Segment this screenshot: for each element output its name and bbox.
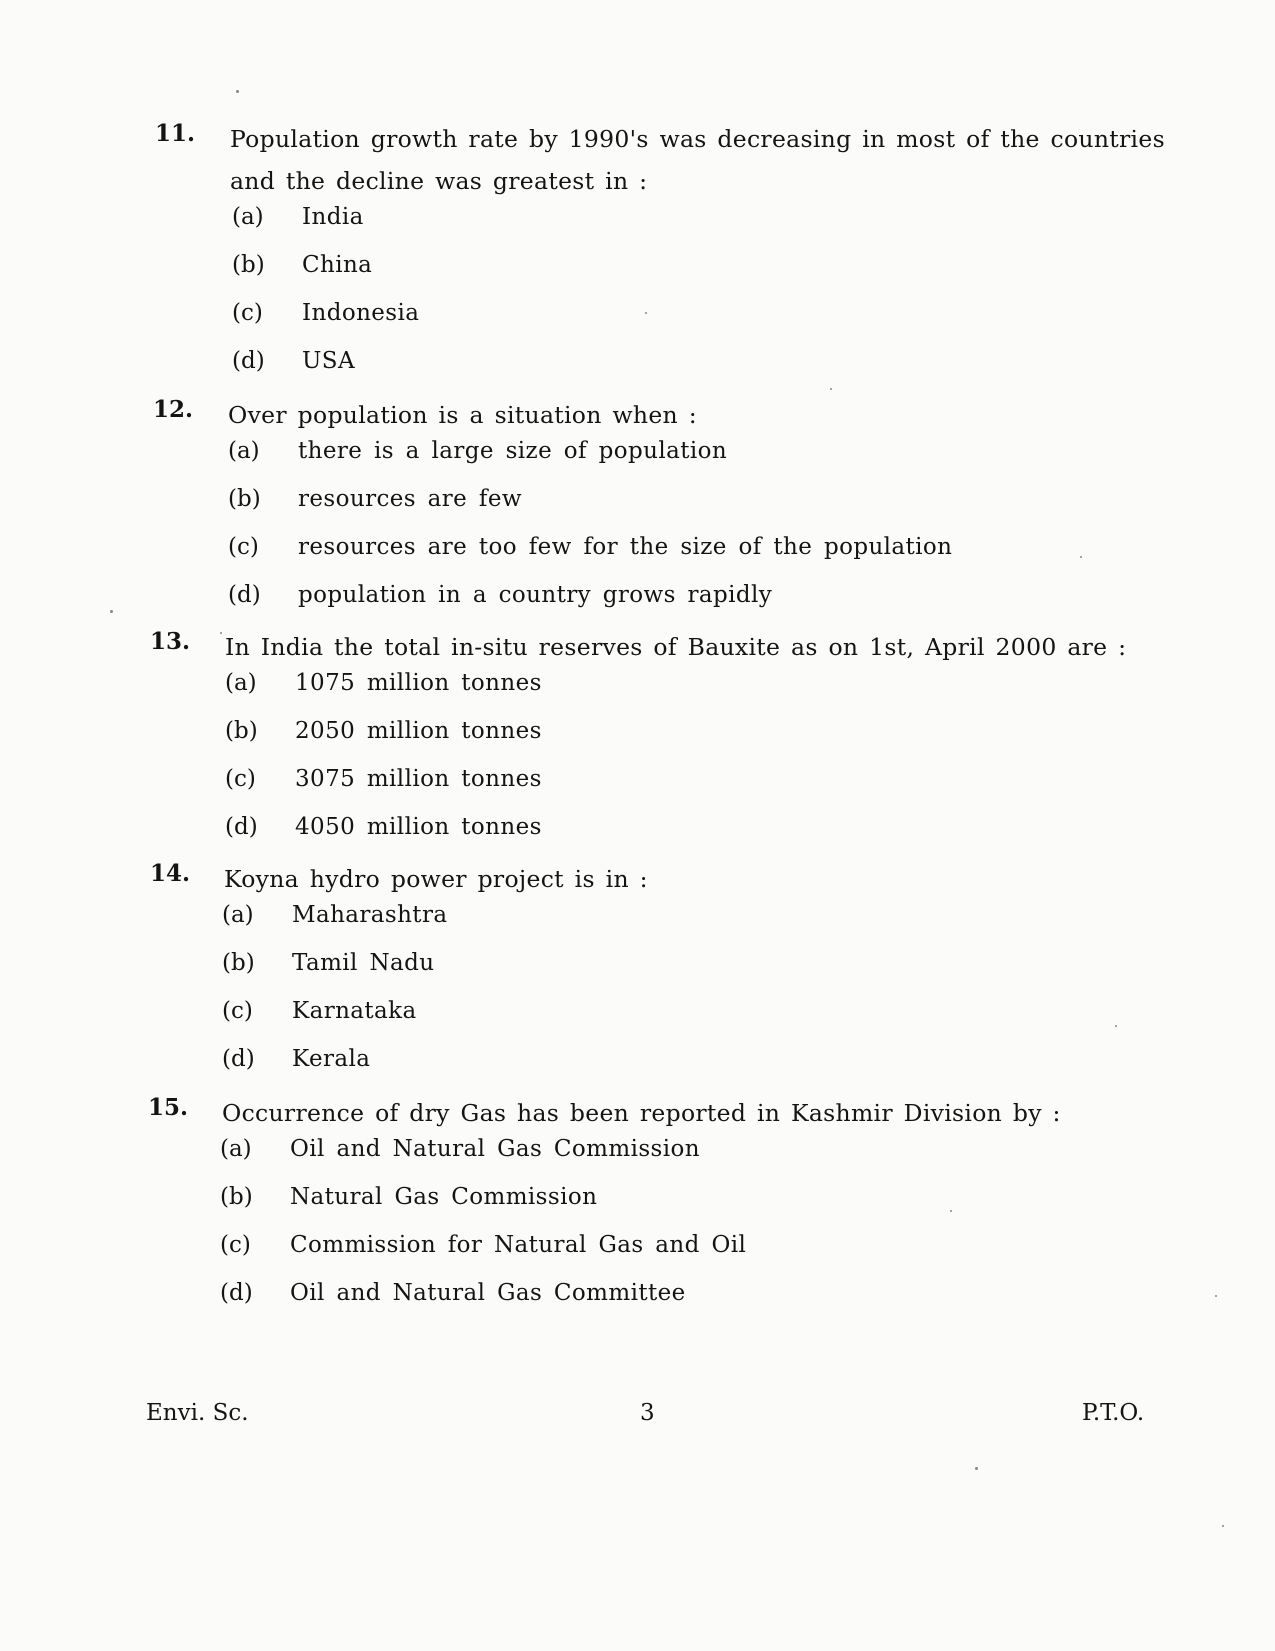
scan-speck [1215,1295,1217,1297]
option-label: (a) [225,670,257,696]
option-label: (c) [222,998,253,1024]
option-text: Commission for Natural Gas and Oil [290,1232,747,1258]
option-d[interactable] [232,348,1180,396]
footer-pto: P.T.O. [1082,1400,1145,1426]
option-c[interactable] [228,534,1180,582]
option-label: (b) [225,718,258,744]
option-label: (c) [220,1232,251,1258]
question-text: Occurrence of dry Gas has been reported in Kashmir Division by : [222,1099,1061,1127]
scan-speck [1080,556,1082,558]
option-text: resources are few [298,486,522,512]
option-text: 2050 million tonnes [295,718,542,744]
question-number: 12. [153,396,194,423]
option-b[interactable] [225,718,1180,766]
option-c[interactable] [222,998,1180,1046]
option-text: China [302,252,373,278]
option-label: (a) [220,1136,252,1162]
options-list [150,902,1180,1094]
option-text: there is a large size of population [298,438,728,464]
option-label: (d) [225,814,258,840]
option-text: Indonesia [302,300,420,326]
options-list [150,1136,1180,1328]
question-12 [150,394,1180,630]
option-label: (b) [228,486,261,512]
footer-page-number: 3 [640,1400,655,1426]
option-c[interactable] [232,300,1180,348]
option-c[interactable] [225,766,1180,814]
option-label: (d) [222,1046,255,1072]
question-number: 11. [155,120,196,147]
scan-speck [1115,1025,1117,1027]
question-14 [150,858,1180,1094]
scan-speck [830,388,832,390]
scan-speck [950,1210,952,1212]
option-d[interactable] [220,1280,1180,1328]
option-text: Maharashtra [292,902,448,928]
question-number: 14. [150,860,191,887]
option-label: (a) [232,204,264,230]
option-label: (b) [222,950,255,976]
question-text: Over population is a situation when : [228,401,697,429]
option-text: 1075 million tonnes [295,670,542,696]
options-list [150,438,1180,630]
option-a[interactable] [228,438,1180,486]
scan-speck [645,312,647,314]
option-label: (b) [232,252,265,278]
scan-speck [220,632,222,634]
option-a[interactable] [225,670,1180,718]
option-text: population in a country grows rapidly [298,582,773,608]
option-label: (c) [228,534,259,560]
option-text: Kerala [292,1046,371,1072]
option-label: (c) [225,766,256,792]
option-text: resources are too few for the size of the population [298,534,953,560]
option-text: Natural Gas Commission [290,1184,598,1210]
option-d[interactable] [228,582,1180,630]
question-15 [150,1092,1180,1328]
option-label: (c) [232,300,263,326]
question-number: 13. [150,628,191,655]
scan-speck [236,90,239,93]
option-label: (b) [220,1184,253,1210]
option-b[interactable] [220,1184,1180,1232]
option-a[interactable] [232,204,1180,252]
option-b[interactable] [222,950,1180,998]
option-label: (a) [228,438,260,464]
option-text: USA [302,348,355,374]
option-text: Oil and Natural Gas Commission [290,1136,700,1162]
footer-subject: Envi. Sc. [146,1400,249,1426]
options-list [150,670,1180,862]
question-text: Koyna hydro power project is in : [224,865,648,893]
options-list [150,204,1180,396]
option-text: Oil and Natural Gas Committee [290,1280,686,1306]
option-b[interactable] [232,252,1180,300]
question-number: 15. [148,1094,189,1121]
option-text: Karnataka [292,998,417,1024]
option-label: (d) [220,1280,253,1306]
option-d[interactable] [225,814,1180,862]
option-text: 3075 million tonnes [295,766,542,792]
option-text: 4050 million tonnes [295,814,542,840]
option-label: (d) [228,582,261,608]
question-11 [150,118,1180,396]
option-a[interactable] [220,1136,1180,1184]
scan-speck [1222,1525,1224,1527]
question-13 [150,626,1180,862]
option-a[interactable] [222,902,1180,950]
option-text: Tamil Nadu [292,950,435,976]
option-d[interactable] [222,1046,1180,1094]
option-label: (a) [222,902,254,928]
option-b[interactable] [228,486,1180,534]
scan-speck [110,610,113,613]
question-text: Population growth rate by 1990's was decreasing in most of the countries and the decline was greatest in : [230,125,1165,195]
option-label: (d) [232,348,265,374]
scan-speck [975,1467,978,1470]
question-text: In India the total in-situ reserves of Bauxite as on 1st, April 2000 are : [225,633,1127,661]
option-c[interactable] [220,1232,1180,1280]
option-text: India [302,204,364,230]
